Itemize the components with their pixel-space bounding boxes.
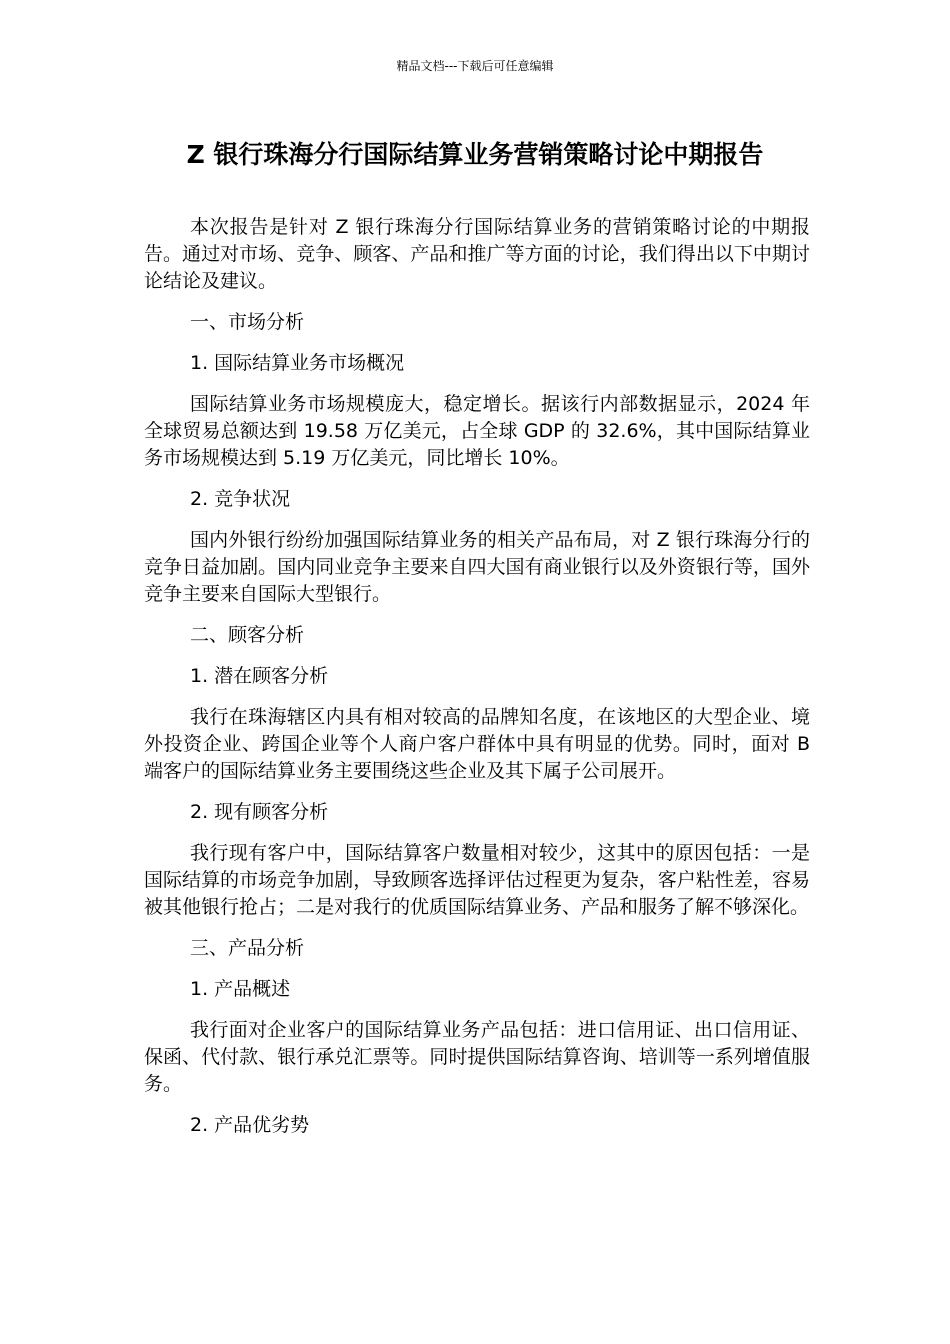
paragraph-existing-customer: 我行现有客户中，国际结算客户数量相对较少，这其中的原因包括：一是国际结算的市场竞争加剧，导致顾客选择评估过程更为复杂，客户粘性差，容易被其他银行抢占；二是对我行的优质国际结算业务、产品和服务了解不够深化。 (144, 842, 810, 918)
document-title: Z 银行珠海分行国际结算业务营销策略讨论中期报告 (186, 140, 764, 169)
subheading-competition: 2. 竞争状况 (190, 488, 291, 510)
subheading-potential-customer: 1. 潜在顾客分析 (190, 665, 329, 687)
subheading-existing-customer: 2. 现有顾客分析 (190, 801, 329, 823)
paragraph-product-overview: 我行面对企业客户的国际结算业务产品包括：进口信用证、出口信用证、保函、代付款、银行承兑汇票等。同时提供国际结算咨询、培训等一系列增值服务。 (144, 1019, 810, 1095)
subheading-product-pros-cons: 2. 产品优劣势 (190, 1114, 310, 1136)
paragraph-potential-customer: 我行在珠海辖区内具有相对较高的品牌知名度，在该地区的大型企业、境外投资企业、跨国企业等个人商户客户群体中具有明显的优势。同时，面对 B 端客户的国际结算业务主要围绕这些企业及其下属子公司展开。 (144, 706, 810, 782)
intro-paragraph: 本次报告是针对 Z 银行珠海分行国际结算业务的营销策略讨论的中期报告。通过对市场、竞争、顾客、产品和推广等方面的讨论，我们得出以下中期讨论结论及建议。 (144, 216, 810, 292)
section-heading-customer: 二、顾客分析 (190, 624, 305, 646)
section-heading-product: 三、产品分析 (190, 937, 305, 959)
header-note: 精品文档---下载后可任意编辑 (396, 59, 554, 73)
paragraph-market-overview: 国际结算业务市场规模庞大，稳定增长。据该行内部数据显示，2024 年全球贸易总额达到 19.58 万亿美元，占全球 GDP 的 32.6%，其中国际结算业务市场规模达到 5.19 万亿美元，同比增长 10%。 (144, 393, 810, 469)
subheading-product-overview: 1. 产品概述 (190, 978, 291, 1000)
subheading-market-overview: 1. 国际结算业务市场概况 (190, 352, 405, 374)
paragraph-competition: 国内外银行纷纷加强国际结算业务的相关产品布局，对 Z 银行珠海分行的竞争日益加剧。国内同业竞争主要来自四大国有商业银行以及外资银行等，国外竞争主要来自国际大型银行。 (144, 529, 810, 605)
section-heading-market: 一、市场分析 (190, 311, 305, 333)
document-body (144, 214, 810, 1153)
